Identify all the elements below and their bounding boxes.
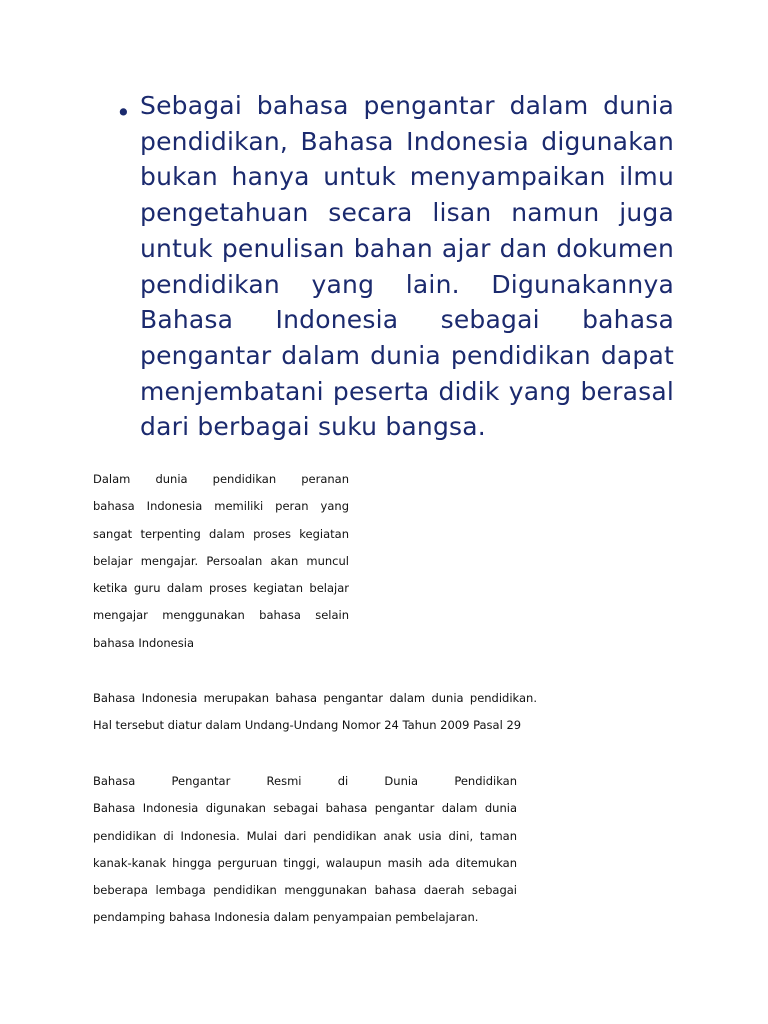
text-line: bahasa Indonesia memiliki peran yang [93,499,349,514]
text-line: ketika guru dalam proses kegiatan belajar [93,581,349,596]
section-heading: Bahasa Pengantar Resmi di Dunia Pendidikan [93,774,517,788]
bullet-icon: • [116,98,131,127]
text-line: Bahasa Indonesia digunakan sebagai bahasa pengantar dalam dunia [93,801,517,816]
text-line: Dalam dunia pendidikan peranan [93,472,349,486]
paragraph-undang-undang [93,691,537,746]
text-line: pendamping bahasa Indonesia dalam penyampaian pembelajaran. [93,910,479,925]
bullet-paragraph [112,88,674,445]
paragraph-peranan [93,472,349,663]
text-line: belajar mengajar. Persoalan akan muncul [93,553,349,568]
bullet-text: Sebagai bahasa pengantar dalam dunia pendidikan, Bahasa Indonesia digunakan bukan hanya untuk menyampaikan ilmu pengetahuan secara lisan namun juga untuk penulisan bahan ajar dan dokumen pendidikan yang lain. Digunakannya Bahasa Indonesia sebagai bahasa pengantar dalam dunia pendidikan dapat menjembatani peserta didik yang berasal dari berbagai suku bangsa. [140,91,674,442]
text-line: bahasa Indonesia [93,635,194,650]
text-line: sangat terpenting dalam proses kegiatan [93,526,349,541]
text-line: beberapa lembaga pendidikan menggunakan bahasa daerah sebagai [93,883,517,898]
text-line: pendidikan di Indonesia. Mulai dari pendidikan anak usia dini, taman [93,828,517,843]
paragraph-pengantar-resmi [93,774,517,938]
text-line: kanak-kanak hingga perguruan tinggi, walaupun masih ada ditemukan [93,855,517,870]
text-line: Bahasa Indonesia merupakan bahasa pengantar dalam dunia pendidikan. [93,691,537,705]
text-line: Hal tersebut diatur dalam Undang-Undang Nomor 24 Tahun 2009 Pasal 29 [93,718,522,733]
text-line: mengajar menggunakan bahasa selain [93,608,349,623]
